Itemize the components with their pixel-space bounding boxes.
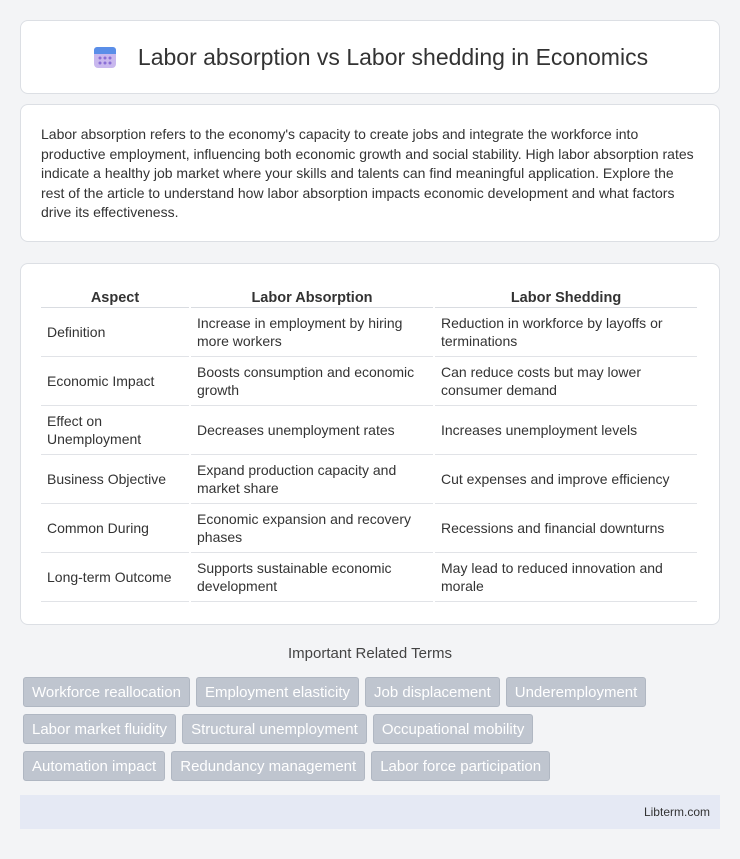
related-terms-tags [23,677,723,788]
aspect-cell: Business Objective [41,455,189,504]
absorption-cell: Increase in employment by hiring more workers [191,308,433,357]
related-term-tag[interactable]: Automation impact [23,751,165,781]
header-card [20,20,720,94]
related-terms-title: Important Related Terms [288,645,452,662]
table-row [41,357,697,406]
table-row [41,406,697,455]
absorption-cell: Supports sustainable economic development [191,553,433,602]
intro-text: Labor absorption refers to the economy's capacity to create jobs and integrate the workforce into productive employment, influencing both economic growth and social stability. High labor absorption rates indicate a healthy job market where your skills and talents can find meaningful application. Explore the rest of the article to understand how labor absorption impacts economic development and what factors drive its effectiveness. [41,126,694,221]
aspect-cell: Long-term Outcome [41,553,189,602]
aspect-cell: Effect on Unemployment [41,406,189,455]
column-header-labor-absorption: Labor Absorption [191,284,433,308]
footer [20,795,720,829]
intro-card [20,104,720,242]
related-term-tag[interactable]: Employment elasticity [196,677,359,707]
related-term-tag[interactable]: Workforce reallocation [23,677,190,707]
related-term-tag[interactable]: Redundancy management [171,751,365,781]
table-row [41,455,697,504]
related-term-tag[interactable]: Labor force participation [371,751,550,781]
shedding-cell: Can reduce costs but may lower consumer demand [435,357,697,406]
aspect-cell: Definition [41,308,189,357]
column-header-aspect: Aspect [41,284,189,308]
shedding-cell: Recessions and financial downturns [435,504,697,553]
absorption-cell: Expand production capacity and market share [191,455,433,504]
aspect-cell: Economic Impact [41,357,189,406]
table-row [41,504,697,553]
table-row [41,308,697,357]
footer-brand-link[interactable]: Libterm.com [643,805,710,819]
shedding-cell: Cut expenses and improve efficiency [435,455,697,504]
absorption-cell: Boosts consumption and economic growth [191,357,433,406]
aspect-cell: Common During [41,504,189,553]
absorption-cell: Decreases unemployment rates [191,406,433,455]
comparison-table [39,284,699,602]
comparison-table-card [20,263,720,625]
related-term-tag[interactable]: Structural unemployment [182,714,367,744]
table-row [41,553,697,602]
shedding-cell: May lead to reduced innovation and morale [435,553,697,602]
related-term-tag[interactable]: Occupational mobility [373,714,534,744]
related-term-tag[interactable]: Underemployment [506,677,647,707]
shedding-cell: Increases unemployment levels [435,406,697,455]
table-header-row [41,284,697,308]
shedding-cell: Reduction in workforce by layoffs or terminations [435,308,697,357]
page-title: Labor absorption vs Labor shedding in Economics [137,43,649,70]
related-term-tag[interactable]: Labor market fluidity [23,714,176,744]
related-term-tag[interactable]: Job displacement [365,677,500,707]
column-header-labor-shedding: Labor Shedding [435,284,697,308]
calendar-icon [92,44,118,70]
absorption-cell: Economic expansion and recovery phases [191,504,433,553]
